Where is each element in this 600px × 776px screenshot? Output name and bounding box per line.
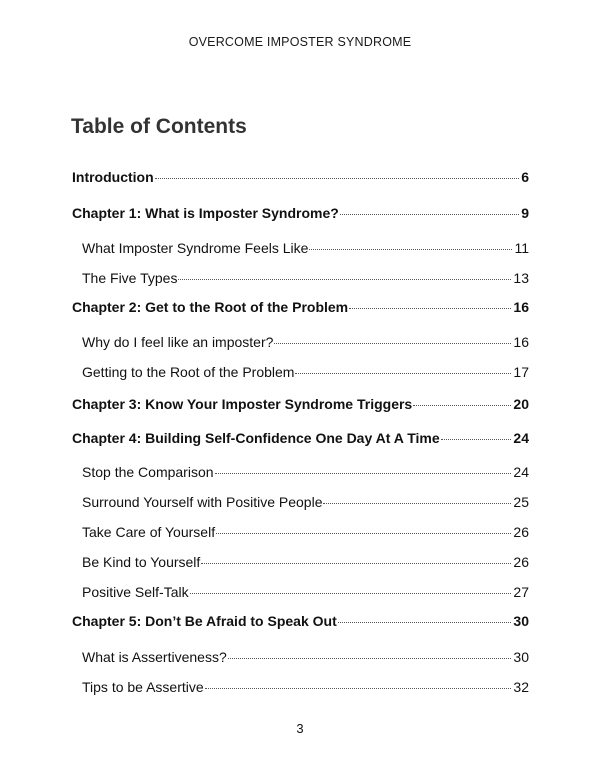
toc-entry-assertiveness[interactable] xyxy=(82,645,529,669)
toc-entry-page: 11 xyxy=(514,240,529,256)
dot-leader xyxy=(295,373,511,374)
toc-entry-label: Why do I feel like an imposter? xyxy=(82,334,274,350)
dot-leader xyxy=(349,308,511,309)
dot-leader xyxy=(340,214,519,215)
dot-leader xyxy=(205,688,512,689)
dot-leader xyxy=(323,503,511,504)
toc-title: Table of Contents xyxy=(71,115,247,138)
toc-entry-page: 30 xyxy=(513,649,529,665)
toc-entry-label: Positive Self-Talk xyxy=(82,584,189,600)
dot-leader xyxy=(190,593,512,594)
toc-entry-label: Getting to the Root of the Problem xyxy=(82,364,295,380)
toc-entry-tips-assertive[interactable] xyxy=(82,675,529,699)
toc-entry-label: Chapter 5: Don’t Be Afraid to Speak Out xyxy=(72,613,337,629)
toc-entry-page: 16 xyxy=(513,299,529,315)
toc-entry-be-kind[interactable] xyxy=(82,550,529,574)
page-number: 3 xyxy=(296,721,304,736)
toc-entry-label: What is Assertiveness? xyxy=(82,649,227,665)
toc-entry-chapter-2[interactable] xyxy=(72,295,529,319)
toc-entry-take-care[interactable] xyxy=(82,520,529,544)
toc-entry-label: The Five Types xyxy=(82,270,178,286)
toc-entry-page: 16 xyxy=(513,334,529,350)
toc-entry-feels-like[interactable] xyxy=(82,236,529,260)
dot-leader xyxy=(413,405,511,406)
toc-entry-chapter-3[interactable] xyxy=(72,392,529,416)
toc-entry-label: Chapter 3: Know Your Imposter Syndrome Triggers xyxy=(72,396,413,412)
dot-leader xyxy=(216,533,511,534)
toc-entry-label: Chapter 2: Get to the Root of the Problem xyxy=(72,299,349,315)
toc-entry-page: 9 xyxy=(521,205,529,221)
running-header: OVERCOME IMPOSTER SYNDROME xyxy=(188,35,412,49)
toc-entry-stop-comparison[interactable] xyxy=(82,460,529,484)
toc-entry-page: 20 xyxy=(513,396,529,412)
dot-leader xyxy=(309,249,512,250)
toc-entry-introduction[interactable] xyxy=(72,165,529,189)
toc-entry-self-talk[interactable] xyxy=(82,580,529,604)
toc-entry-five-types[interactable] xyxy=(82,266,529,290)
toc-entry-positive-people[interactable] xyxy=(82,490,529,514)
toc-entry-label: Introduction xyxy=(72,169,154,185)
toc-entry-label: What Imposter Syndrome Feels Like xyxy=(82,240,309,256)
toc-entry-page: 13 xyxy=(513,270,529,286)
toc-entry-label: Chapter 1: What is Imposter Syndrome? xyxy=(72,205,339,221)
toc-entry-chapter-5[interactable] xyxy=(72,609,529,633)
toc-entry-page: 30 xyxy=(513,613,529,629)
dot-leader xyxy=(338,622,512,623)
dot-leader xyxy=(274,343,511,344)
dot-leader xyxy=(215,473,512,474)
toc-entry-page: 26 xyxy=(513,554,529,570)
toc-entry-chapter-4[interactable] xyxy=(72,426,529,450)
dot-leader xyxy=(155,178,520,179)
toc-entry-page: 25 xyxy=(513,494,529,510)
toc-entry-page: 17 xyxy=(513,364,529,380)
toc-entry-page: 32 xyxy=(513,679,529,695)
toc-entry-page: 24 xyxy=(513,430,529,446)
toc-entry-page: 27 xyxy=(513,584,529,600)
dot-leader xyxy=(228,658,512,659)
dot-leader xyxy=(441,439,512,440)
toc-entry-label: Chapter 4: Building Self-Confidence One Day At A Time xyxy=(72,430,440,446)
dot-leader xyxy=(201,563,511,564)
toc-entry-page: 6 xyxy=(521,169,529,185)
toc-entry-root-of-problem[interactable] xyxy=(82,360,529,384)
toc-entry-label: Stop the Comparison xyxy=(82,464,214,480)
toc-entry-label: Be Kind to Yourself xyxy=(82,554,201,570)
toc-entry-page: 24 xyxy=(513,464,529,480)
toc-entry-why-imposter[interactable] xyxy=(82,330,529,354)
toc-entry-label: Tips to be Assertive xyxy=(82,679,204,695)
toc-entry-label: Take Care of Yourself xyxy=(82,524,216,540)
toc-entry-page: 26 xyxy=(513,524,529,540)
dot-leader xyxy=(178,279,511,280)
toc-entry-label: Surround Yourself with Positive People xyxy=(82,494,323,510)
toc-entry-chapter-1[interactable] xyxy=(72,201,529,225)
